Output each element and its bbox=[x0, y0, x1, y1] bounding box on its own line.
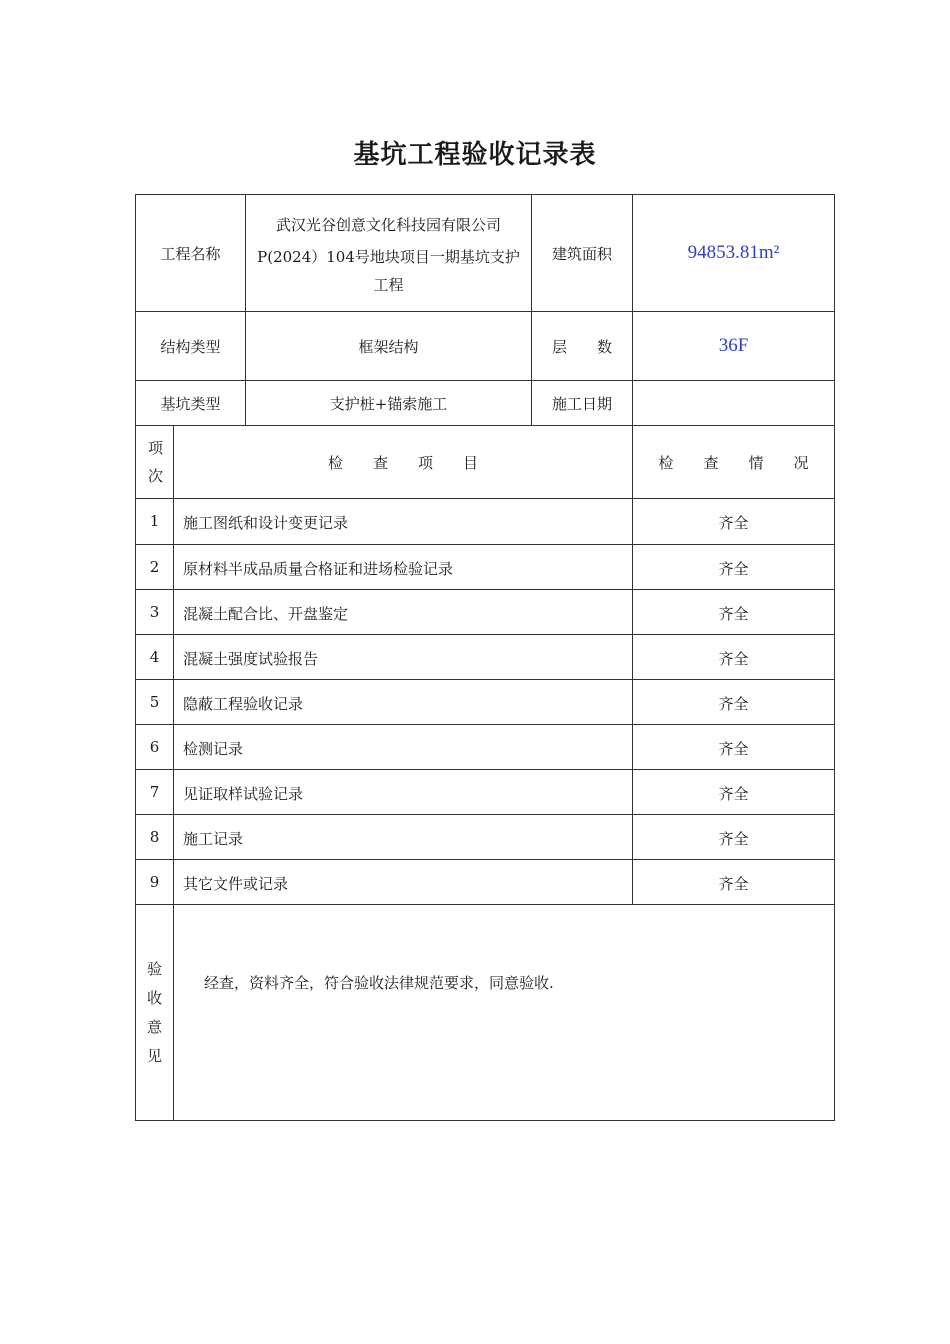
area-label: 建筑面积 bbox=[532, 195, 633, 312]
row-number: 9 bbox=[136, 860, 174, 905]
status-header: 检 查 情 况 bbox=[633, 426, 835, 499]
table-row bbox=[136, 815, 835, 860]
row-number: 6 bbox=[136, 725, 174, 770]
floors-value: 36F bbox=[633, 312, 835, 381]
row-status: 齐全 bbox=[633, 860, 835, 905]
pit-type-row bbox=[136, 381, 835, 426]
row-item: 隐蔽工程验收记录 bbox=[174, 680, 633, 725]
row-item: 原材料半成品质量合格证和进场检验记录 bbox=[174, 545, 633, 590]
pit-type-label: 基坑类型 bbox=[136, 381, 246, 426]
project-name-line1: 武汉光谷创意文化科技园有限公司 bbox=[276, 216, 502, 234]
table-row bbox=[136, 680, 835, 725]
table-row bbox=[136, 770, 835, 815]
row-status: 齐全 bbox=[633, 815, 835, 860]
table-row bbox=[136, 499, 835, 545]
row-number: 7 bbox=[136, 770, 174, 815]
row-status: 齐全 bbox=[633, 545, 835, 590]
project-name-line2: P(2024）104号地块项目一期基坑支护工程 bbox=[257, 248, 520, 294]
structure-row bbox=[136, 312, 835, 381]
row-number: 3 bbox=[136, 590, 174, 635]
table-row bbox=[136, 545, 835, 590]
row-item: 混凝土配合比、开盘鉴定 bbox=[174, 590, 633, 635]
area-value: 94853.81m² bbox=[633, 195, 835, 312]
row-item: 施工记录 bbox=[174, 815, 633, 860]
row-status: 齐全 bbox=[633, 770, 835, 815]
opinion-label-char: 收 bbox=[146, 988, 162, 1007]
row-status: 齐全 bbox=[633, 499, 835, 545]
opinion-text: 经查，资料齐全，符合验收法律规范要求，同意验收. bbox=[174, 905, 835, 1121]
row-number: 4 bbox=[136, 635, 174, 680]
opinion-label-char: 验 bbox=[146, 959, 162, 978]
row-item: 见证取样试验记录 bbox=[174, 770, 633, 815]
row-number: 1 bbox=[136, 499, 174, 545]
project-name-label: 工程名称 bbox=[136, 195, 246, 312]
row-item: 检测记录 bbox=[174, 725, 633, 770]
structure-value: 框架结构 bbox=[246, 312, 532, 381]
table-row bbox=[136, 590, 835, 635]
row-status: 齐全 bbox=[633, 635, 835, 680]
table-row bbox=[136, 635, 835, 680]
row-item: 其它文件或记录 bbox=[174, 860, 633, 905]
opinion-label-char: 见 bbox=[146, 1046, 162, 1065]
opinion-label bbox=[136, 905, 174, 1121]
row-status: 齐全 bbox=[633, 725, 835, 770]
row-status: 齐全 bbox=[633, 590, 835, 635]
index-header-char-1: 项 bbox=[148, 439, 164, 457]
structure-label: 结构类型 bbox=[136, 312, 246, 381]
row-item: 施工图纸和设计变更记录 bbox=[174, 499, 633, 545]
row-number: 2 bbox=[136, 545, 174, 590]
index-header-char-2: 次 bbox=[148, 467, 164, 485]
table-row bbox=[136, 860, 835, 905]
item-header: 检 查 项 目 bbox=[174, 426, 633, 499]
opinion-row bbox=[136, 905, 835, 1121]
construction-date-label: 施工日期 bbox=[532, 381, 633, 426]
row-number: 8 bbox=[136, 815, 174, 860]
column-header-row bbox=[136, 426, 835, 499]
floors-label: 层 数 bbox=[532, 312, 633, 381]
table-row bbox=[136, 725, 835, 770]
project-name-value bbox=[246, 195, 532, 312]
index-header bbox=[136, 426, 174, 499]
page-title: 基坑工程验收记录表 bbox=[353, 140, 597, 170]
construction-date-value bbox=[633, 381, 835, 426]
row-status: 齐全 bbox=[633, 680, 835, 725]
project-name-row bbox=[136, 195, 835, 312]
acceptance-record-table bbox=[135, 194, 835, 1121]
opinion-label-char: 意 bbox=[146, 1017, 162, 1036]
pit-type-value: 支护桩+锚索施工 bbox=[246, 381, 532, 426]
row-number: 5 bbox=[136, 680, 174, 725]
row-item: 混凝土强度试验报告 bbox=[174, 635, 633, 680]
